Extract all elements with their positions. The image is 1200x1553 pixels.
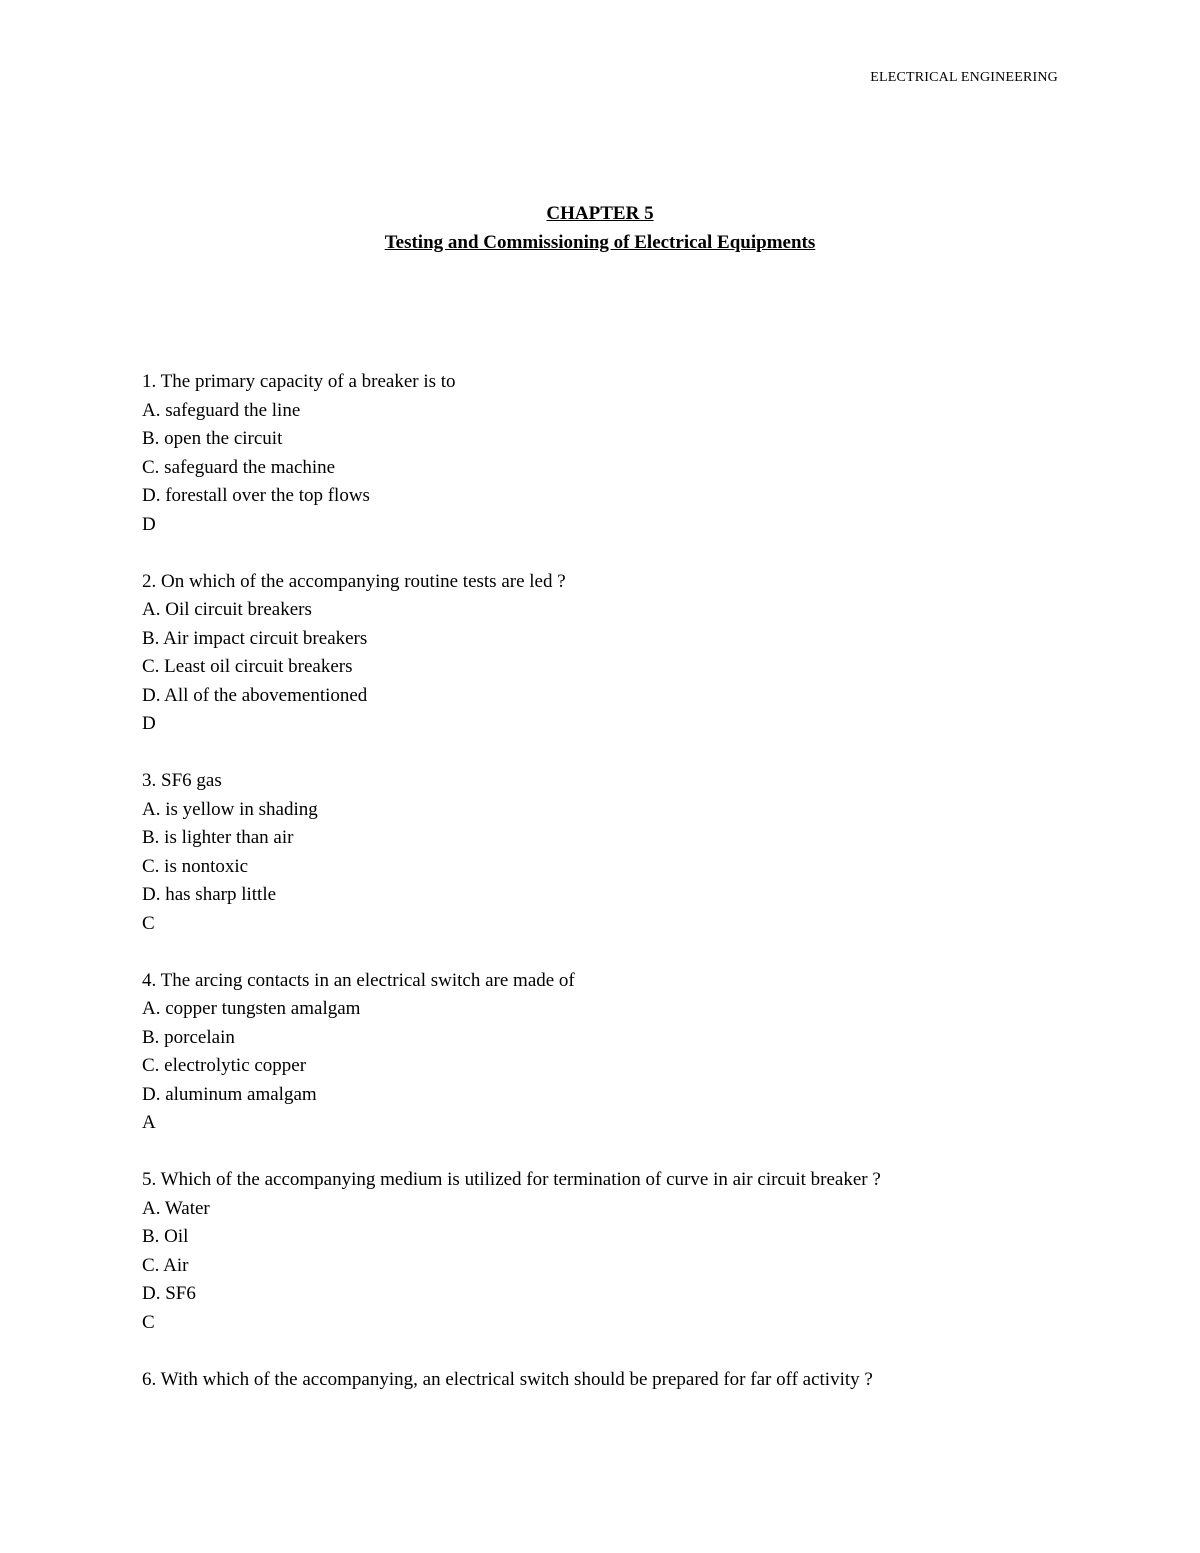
option-b: B. is lighter than air <box>142 827 294 848</box>
question-1 <box>142 368 1102 539</box>
option-a: A. is yellow in shading <box>142 798 318 820</box>
option-b: B. porcelain <box>142 1026 235 1048</box>
question-list <box>142 368 1102 1423</box>
question-stem: 3. SF6 gas <box>142 770 222 791</box>
option-b: B. Oil <box>142 1226 189 1247</box>
question-5 <box>142 1166 1102 1337</box>
question-6 <box>142 1366 1102 1395</box>
option-c: C. Air <box>142 1254 189 1276</box>
option-c: C. is nontoxic <box>142 855 249 877</box>
option-a: A. copper tungsten amalgam <box>142 998 361 1019</box>
option-c: C. Least oil circuit breakers <box>142 656 353 677</box>
running-header: ELECTRICAL ENGINEERING <box>870 70 1058 85</box>
question-stem: 4. The arcing contacts in an electrical switch are made of <box>142 969 575 991</box>
question-3 <box>142 767 1102 938</box>
option-b: B. Air impact circuit breakers <box>142 627 368 649</box>
option-a: A. safeguard the line <box>142 399 301 421</box>
option-a: A. Water <box>142 1197 210 1219</box>
option-b: B. open the circuit <box>142 428 283 449</box>
option-c: C. electrolytic copper <box>142 1055 307 1076</box>
option-d: D. aluminum amalgam <box>142 1083 317 1105</box>
option-d: D. SF6 <box>142 1283 196 1304</box>
option-a: A. Oil circuit breakers <box>142 599 312 620</box>
chapter-title: CHAPTER 5 <box>546 203 654 224</box>
option-d: D. has sharp little <box>142 884 277 905</box>
answer-key: D <box>142 713 156 734</box>
option-d: D. All of the abovementioned <box>142 684 368 706</box>
answer-key: C <box>142 912 155 934</box>
answer-key: C <box>142 1311 155 1333</box>
chapter-subtitle: Testing and Commissioning of Electrical Equipments <box>384 232 816 253</box>
question-stem: 5. Which of the accompanying medium is utilized for termination of curve in air circuit breaker ? <box>142 1169 881 1190</box>
option-c: C. safeguard the machine <box>142 456 336 478</box>
question-stem: 2. On which of the accompanying routine tests are led ? <box>142 570 566 592</box>
question-4 <box>142 967 1102 1138</box>
question-2 <box>142 568 1102 739</box>
question-stem: 1. The primary capacity of a breaker is to <box>142 371 456 392</box>
option-d: D. forestall over the top flows <box>142 485 370 506</box>
answer-key: D <box>142 513 156 535</box>
answer-key: A <box>142 1112 156 1133</box>
title-block <box>0 199 1200 257</box>
question-stem: 6. With which of the accompanying, an electrical switch should be prepared for far off activity ? <box>142 1368 873 1390</box>
